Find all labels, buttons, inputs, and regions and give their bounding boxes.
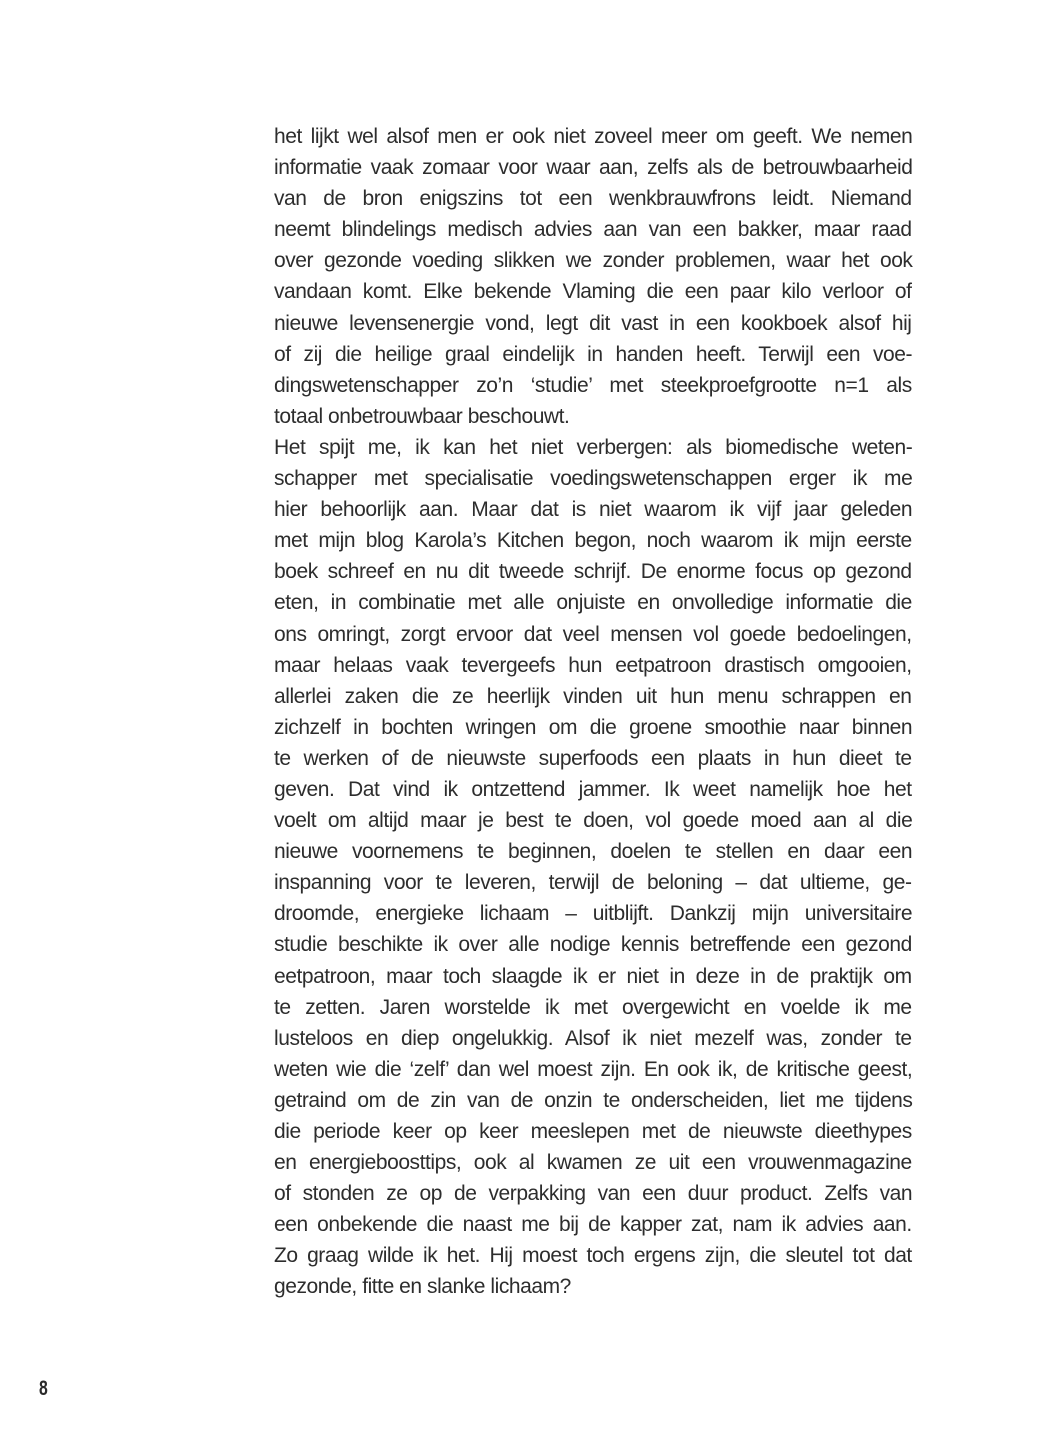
text-line: hier behoorlijk aan. Maar dat is niet waarom ik vijf jaar geleden (274, 498, 913, 522)
text-line: dingswetenschapper zo’n ‘studie’ met steekproefgrootte n=1 als (274, 373, 912, 397)
text-line: die periode keer op keer meeslepen met de nieuwste dieethypes (274, 1120, 912, 1143)
text-line: inspanning voor te leveren, terwijl de beloning – dat ultieme, ge- (274, 871, 912, 895)
text-line: vandaan komt. Elke bekende Vlaming die een paar kilo verloor of (274, 280, 912, 304)
page-number: 8 (39, 1377, 48, 1400)
text-line: Zo graag wilde ik het. Hij moest toch ergens zijn, die sleutel tot dat (274, 1244, 912, 1268)
text-line: geven. Dat vind ik ontzettend jammer. Ik weet namelijk hoe het (274, 777, 912, 801)
text-line: maar helaas vaak tevergeefs hun eetpatroon drastisch omgooien, (274, 653, 912, 677)
text-line: nieuwe voornemens te beginnen, doelen te stellen en daar een (274, 840, 913, 864)
text-line: het lijkt wel alsof men er ook niet zoveel meer om geeft. We nemen (274, 125, 913, 148)
text-line: boek schreef en nu dit tweede schrijf. De enorme focus op gezond (274, 560, 912, 584)
text-line: neemt blindelings medisch advies aan van een bakker, maar raad (274, 218, 912, 242)
text-line: getraind om de zin van de onzin te onderscheiden, liet me tijdens (274, 1088, 913, 1112)
text-line: nieuwe levensenergie vond, legt dit vast in een kookboek alsof hij (274, 311, 912, 335)
text-line: lusteloos en diep ongelukkig. Alsof ik niet mezelf was, zonder te (274, 1026, 912, 1050)
text-line: eten, in combinatie met alle onjuiste en onvolledige informatie die (274, 591, 912, 615)
text-line: met mijn blog Karola’s Kitchen begon, noch waarom ik mijn eerste (274, 529, 912, 553)
text-line: eetpatroon, maar toch slaagde ik er niet in deze in de praktijk om (274, 964, 912, 988)
text-line: voelt om altijd maar je best te doen, vol goede moed aan al die (274, 809, 913, 833)
text-line: te zetten. Jaren worstelde ik met overgewicht en voelde ik me (274, 995, 912, 1019)
text-line: zichzelf in bochten wringen om die groene smoothie naar binnen (274, 715, 913, 739)
text-line: allerlei zaken die ze heerlijk vinden uit hun menu schrappen en (274, 684, 912, 708)
text-line: totaal onbetrouwbaar beschouwt. (274, 404, 570, 428)
text-line: en energieboosttips, ook al kwamen ze uit een vrouwenmagazine (274, 1151, 912, 1175)
body-text (274, 121, 912, 1303)
text-line: een onbekende die naast me bij de kapper zat, nam ik advies aan. (274, 1213, 912, 1237)
text-line: droomde, energieke lichaam – uitblijft. Dankzij mijn universitaire (274, 902, 913, 926)
text-line: studie beschikte ik over alle nodige kennis betreffende een gezond (274, 933, 912, 957)
text-line: informatie vaak zomaar voor waar aan, zelfs als de betrouwbaarheid (274, 156, 913, 180)
text-line: van de bron enigszins tot een wenkbrauwfrons leidt. Niemand (274, 187, 912, 211)
text-line: schapper met specialisatie voedingswetenschappen erger ik me (274, 467, 913, 491)
text-line: of stonden ze op de verpakking van een duur product. Zelfs van (274, 1182, 913, 1206)
text-line: te werken of de nieuwste superfoods een plaats in hun dieet te (274, 746, 912, 770)
text-line: ons omringt, zorgt ervoor dat veel mensen vol goede bedoelingen, (274, 622, 912, 646)
text-line: gezonde, fitte en slanke lichaam? (274, 1275, 571, 1299)
text-line: over gezonde voeding slikken we zonder problemen, waar het ook (274, 249, 913, 273)
text-line: Het spijt me, ik kan het niet verbergen: als biomedische weten- (274, 435, 913, 459)
text-line: weten wie die ‘zelf’ dan wel moest zijn. En ook ik, de kritische geest, (274, 1057, 913, 1081)
text-line: of zij die heilige graal eindelijk in handen heeft. Terwijl een voe- (274, 342, 913, 366)
